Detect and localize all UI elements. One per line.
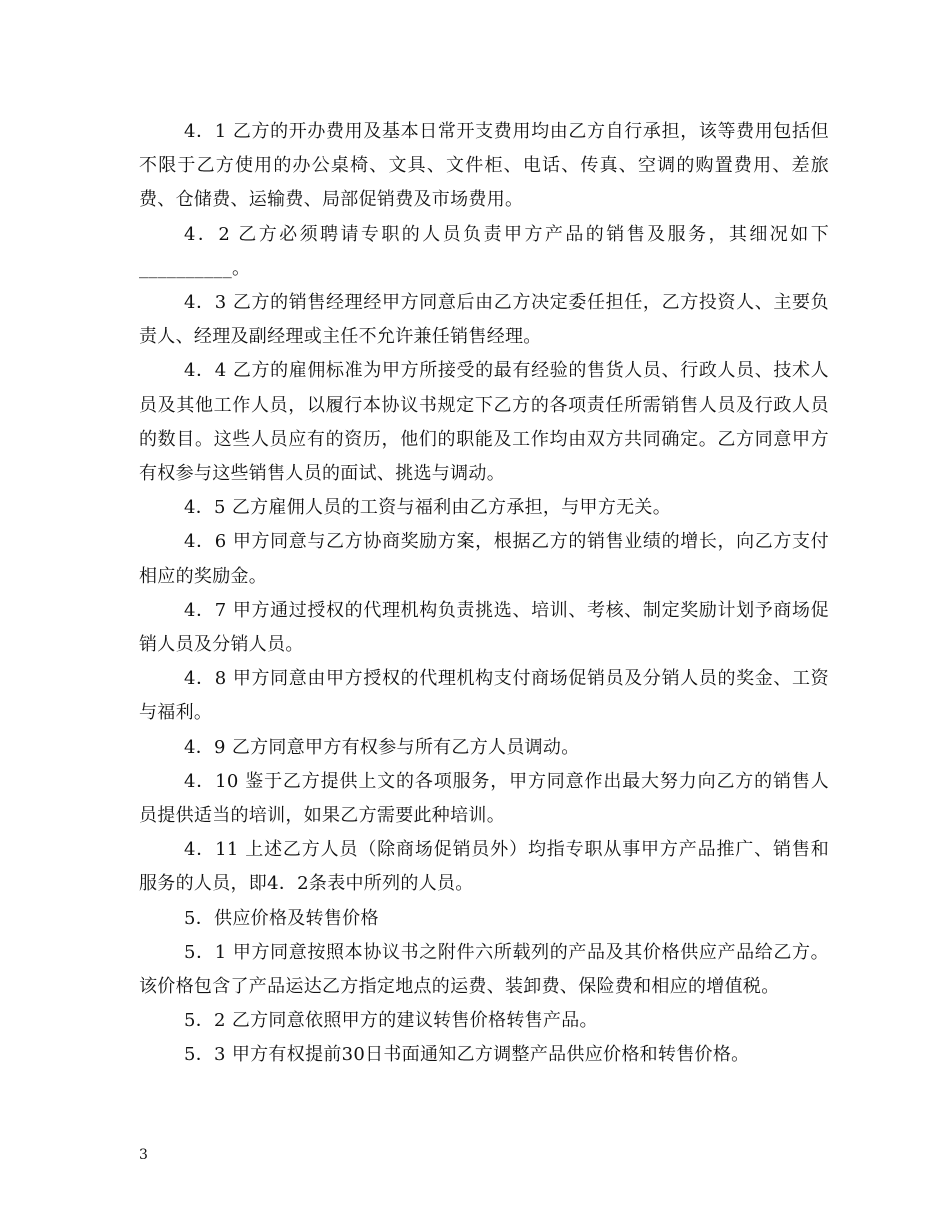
paragraph-4-9: 4．9 乙方同意甲方有权参与所有乙方人员调动。 bbox=[184, 736, 580, 758]
section-heading-5: 5．供应价格及转售价格 bbox=[184, 907, 379, 929]
paragraph-4-4: 4．4 乙方的雇佣标准为甲方所接受的最有经验的售货人员、行政人员、技术人员及其他工作人员，以履行本协议书规定下乙方的各项责任所需销售人员及行政人员的数目。这些人员应有的资历，他们的职能及工作均由双方共同确定。乙方同意甲方有权参与这些销售人员的面试、挑选与调动。 bbox=[139, 360, 829, 485]
paragraph-5-2: 5．2 乙方同意依照甲方的建议转售价格转售产品。 bbox=[184, 1010, 598, 1032]
paragraph-4-3: 4．3 乙方的销售经理经甲方同意后由乙方决定委任担任，乙方投资人、主要负责人、经理及副经理或主任不允许兼任销售经理。 bbox=[139, 292, 829, 348]
paragraph-5-3: 5．3 甲方有权提前30日书面通知乙方调整产品供应价格和转售价格。 bbox=[184, 1044, 750, 1066]
paragraph-4-11: 4．11 上述乙方人员（除商场促销员外）均指专职从事甲方产品推广、销售和服务的人员，即4．2条表中所列的人员。 bbox=[139, 839, 829, 895]
paragraph-4-1: 4．1 乙方的开办费用及基本日常开支费用均由乙方自行承担，该等费用包括但不限于乙方使用的办公桌椅、文具、文件柜、电话、传真、空调的购置费用、差旅费、仓储费、运输费、局部促销费及市场费用。 bbox=[139, 121, 829, 211]
paragraph-4-6: 4．6 甲方同意与乙方协商奖励方案，根据乙方的销售业绩的增长，向乙方支付相应的奖励金。 bbox=[139, 531, 829, 587]
paragraph-4-10: 4．10 鉴于乙方提供上文的各项服务，甲方同意作出最大努力向乙方的销售人员提供适当的培训，如果乙方需要此种培训。 bbox=[139, 770, 829, 827]
document-body bbox=[139, 115, 829, 1073]
paragraph-5-1: 5．1 甲方同意按照本协议书之附件六所载列的产品及其价格供应产品给乙方。该价格包含了产品运达乙方指定地点的运费、装卸费、保险费和相应的增值税。 bbox=[139, 941, 829, 998]
paragraph-4-8: 4．8 甲方同意由甲方授权的代理机构支付商场促销员及分销人员的奖金、工资与福利。 bbox=[139, 668, 829, 724]
paragraph-4-2: 4．2 乙方必须聘请专职的人员负责甲方产品的销售及服务，其细况如下__________。 bbox=[139, 223, 829, 279]
paragraph-4-5: 4．5 乙方雇佣人员的工资与福利由乙方承担，与甲方无关。 bbox=[184, 497, 672, 519]
paragraph-4-7: 4．7 甲方通过授权的代理机构负责挑选、培训、考核、制定奖励计划予商场促销人员及分销人员。 bbox=[139, 599, 829, 656]
page-number: 3 bbox=[139, 1147, 148, 1163]
